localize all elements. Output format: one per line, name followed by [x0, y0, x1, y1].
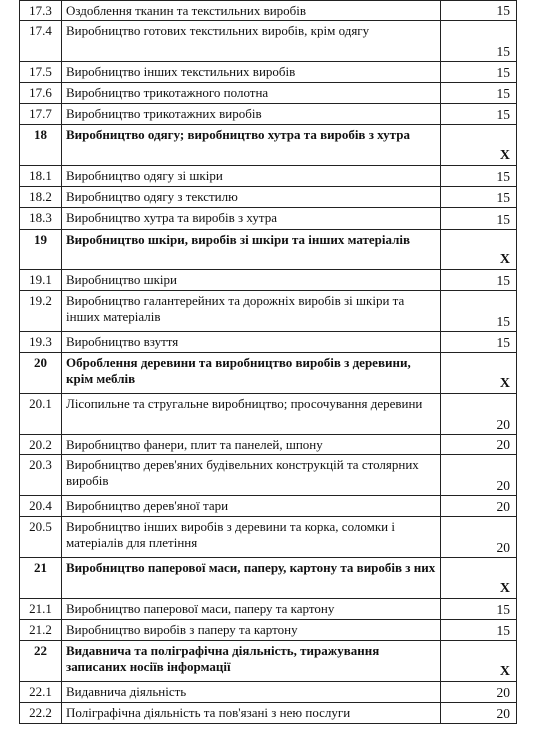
- activity-name-cell: Виробництво дерев'яної тари: [62, 496, 441, 517]
- value-cell: 20: [441, 455, 517, 496]
- code-cell: 18.1: [20, 166, 62, 187]
- value-cell: 20: [441, 435, 517, 455]
- value-cell: 15: [441, 1, 517, 21]
- table-row: [20, 187, 517, 208]
- code-cell: 20.2: [20, 435, 62, 455]
- value-cell: 15: [441, 208, 517, 230]
- value-cell: 15: [441, 291, 517, 332]
- code-cell: 20: [20, 353, 62, 394]
- table-row: [20, 291, 517, 332]
- section-row: [20, 230, 517, 270]
- activity-rates-table: [19, 0, 517, 724]
- value-cell: 15: [441, 166, 517, 187]
- activity-name-cell: Виробництво одягу; виробництво хутра та виробів з хутра: [62, 125, 441, 166]
- table-row: [20, 394, 517, 435]
- activity-name-cell: Лісопильне та стругальне виробництво; просочування деревини: [62, 394, 441, 435]
- table-row: [20, 270, 517, 291]
- activity-name-cell: Виробництво виробів з паперу та картону: [62, 620, 441, 641]
- activity-name-cell: Виробництво трикотажних виробів: [62, 104, 441, 125]
- activity-name-cell: Виробництво шкіри, виробів зі шкіри та інших матеріалів: [62, 230, 441, 270]
- activity-name-cell: Виробництво інших виробів з деревини та корка, соломки і матеріалів для плетіння: [62, 517, 441, 558]
- code-cell: 19: [20, 230, 62, 270]
- value-cell: Х: [441, 125, 517, 166]
- code-cell: 20.1: [20, 394, 62, 435]
- activity-name-cell: Виробництво інших текстильних виробів: [62, 62, 441, 83]
- table-row: [20, 83, 517, 104]
- code-cell: 19.3: [20, 332, 62, 353]
- code-cell: 18.2: [20, 187, 62, 208]
- activity-name-cell: Видавнича та поліграфічна діяльність, тиражування записаних носіїв інформації: [62, 641, 441, 682]
- table-row: [20, 620, 517, 641]
- code-cell: 18.3: [20, 208, 62, 230]
- value-cell: Х: [441, 230, 517, 270]
- table-row: [20, 208, 517, 230]
- activity-name-cell: Виробництво трикотажного полотна: [62, 83, 441, 104]
- code-cell: 17.6: [20, 83, 62, 104]
- code-cell: 18: [20, 125, 62, 166]
- value-cell: 20: [441, 496, 517, 517]
- table-row: [20, 62, 517, 83]
- value-cell: 15: [441, 187, 517, 208]
- section-row: [20, 125, 517, 166]
- code-cell: 17.3: [20, 1, 62, 21]
- activity-name-cell: Виробництво одягу зі шкіри: [62, 166, 441, 187]
- code-cell: 17.5: [20, 62, 62, 83]
- activity-name-cell: Видавнича діяльність: [62, 682, 441, 703]
- value-cell: 15: [441, 599, 517, 620]
- table-row: [20, 455, 517, 496]
- value-cell: 20: [441, 682, 517, 703]
- table-body: [20, 1, 517, 724]
- value-cell: 20: [441, 394, 517, 435]
- value-cell: 15: [441, 83, 517, 104]
- value-cell: 20: [441, 703, 517, 724]
- activity-name-cell: Виробництво шкіри: [62, 270, 441, 291]
- table-row: [20, 599, 517, 620]
- activity-name-cell: Виробництво одягу з текстилю: [62, 187, 441, 208]
- value-cell: 15: [441, 270, 517, 291]
- code-cell: 20.4: [20, 496, 62, 517]
- activity-name-cell: Виробництво дерев'яних будівельних конструкцій та столярних виробів: [62, 455, 441, 496]
- value-cell: 15: [441, 332, 517, 353]
- value-cell: Х: [441, 558, 517, 599]
- value-cell: 15: [441, 62, 517, 83]
- value-cell: 15: [441, 620, 517, 641]
- activity-name-cell: Виробництво готових текстильних виробів, крім одягу: [62, 21, 441, 62]
- activity-name-cell: Виробництво фанери, плит та панелей, шпону: [62, 435, 441, 455]
- code-cell: 20.3: [20, 455, 62, 496]
- activity-name-cell: Виробництво паперової маси, паперу, картону та виробів з них: [62, 558, 441, 599]
- code-cell: 22.1: [20, 682, 62, 703]
- activity-name-cell: Виробництво хутра та виробів з хутра: [62, 208, 441, 230]
- table-row: [20, 1, 517, 21]
- activity-name-cell: Оздоблення тканин та текстильних виробів: [62, 1, 441, 21]
- code-cell: 17.7: [20, 104, 62, 125]
- code-cell: 17.4: [20, 21, 62, 62]
- activity-name-cell: Виробництво паперової маси, паперу та картону: [62, 599, 441, 620]
- table-row: [20, 166, 517, 187]
- section-row: [20, 558, 517, 599]
- code-cell: 21.1: [20, 599, 62, 620]
- table-row: [20, 21, 517, 62]
- value-cell: Х: [441, 353, 517, 394]
- code-cell: 22: [20, 641, 62, 682]
- code-cell: 20.5: [20, 517, 62, 558]
- code-cell: 21.2: [20, 620, 62, 641]
- table-row: [20, 682, 517, 703]
- activity-name-cell: Виробництво взуття: [62, 332, 441, 353]
- activity-name-cell: Поліграфічна діяльність та пов'язані з нею послуги: [62, 703, 441, 724]
- code-cell: 19.1: [20, 270, 62, 291]
- activity-name-cell: Оброблення деревини та виробництво виробів з деревини, крім меблів: [62, 353, 441, 394]
- value-cell: 15: [441, 21, 517, 62]
- table-row: [20, 703, 517, 724]
- table-row: [20, 332, 517, 353]
- value-cell: 20: [441, 517, 517, 558]
- table-row: [20, 104, 517, 125]
- section-row: [20, 641, 517, 682]
- table-row: [20, 517, 517, 558]
- section-row: [20, 353, 517, 394]
- table-row: [20, 496, 517, 517]
- code-cell: 22.2: [20, 703, 62, 724]
- table-row: [20, 435, 517, 455]
- code-cell: 19.2: [20, 291, 62, 332]
- value-cell: Х: [441, 641, 517, 682]
- code-cell: 21: [20, 558, 62, 599]
- value-cell: 15: [441, 104, 517, 125]
- activity-name-cell: Виробництво галантерейних та дорожніх виробів зі шкіри та інших матеріалів: [62, 291, 441, 332]
